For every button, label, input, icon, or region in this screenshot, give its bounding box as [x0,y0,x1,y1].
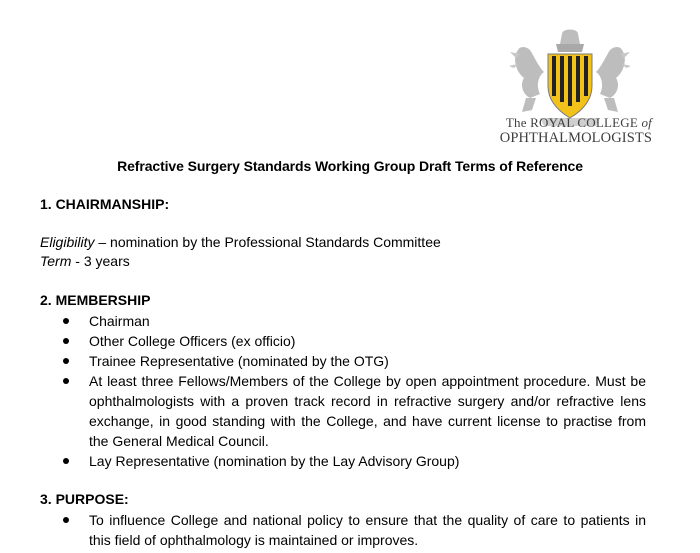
list-item: Lay Representative (nomination by the Lay Advisory Group) [40,451,646,471]
term-line [40,253,130,269]
crest-icon [510,28,630,128]
eligibility-label: Eligibility [40,234,95,250]
list-item: Chairman [40,311,646,331]
list-item: At least three Fellows/Members of the College by open appointment procedure. Must be ophthalmologists with a proven track record in refractive surgery and/or refractive lens exchange, in good standing with the College, and have current license to practise from the General Medical Council. [40,371,646,451]
purpose-heading: 3. PURPOSE: [40,491,129,507]
bullet-icon [63,358,69,364]
list-item: To influence College and national policy to ensure that the quality of care to patients in this field of ophthalmology is maintained or improves. [40,510,646,550]
list-item: Other College Officers (ex officio) [40,331,646,351]
college-logo [488,28,652,148]
college-name-line1 [488,116,652,130]
eligibility-text: – nomination by the Professional Standards Committee [94,234,441,250]
eligibility-line [40,234,441,250]
membership-list [40,311,646,471]
term-label: Term [40,253,72,269]
purpose-list [40,510,646,550]
bullet-icon [63,378,69,384]
document-title: Refractive Surgery Standards Working Group Draft Terms of Reference [117,158,583,174]
bullet-icon [63,458,69,464]
college-name-line2: OPHTHALMOLOGISTS [499,130,652,146]
college-name-main: The ROYAL COLLEGE [505,115,642,130]
bullet-icon [63,338,69,344]
term-text: - 3 years [71,253,130,269]
bullet-icon [63,517,69,523]
college-name-of: of [641,115,652,130]
bullet-icon [63,318,69,324]
chairmanship-heading: 1. CHAIRMANSHIP: [40,196,170,212]
membership-heading: 2. MEMBERSHIP [40,292,151,308]
college-name [488,116,652,146]
list-item: Trainee Representative (nominated by the OTG) [40,351,646,371]
